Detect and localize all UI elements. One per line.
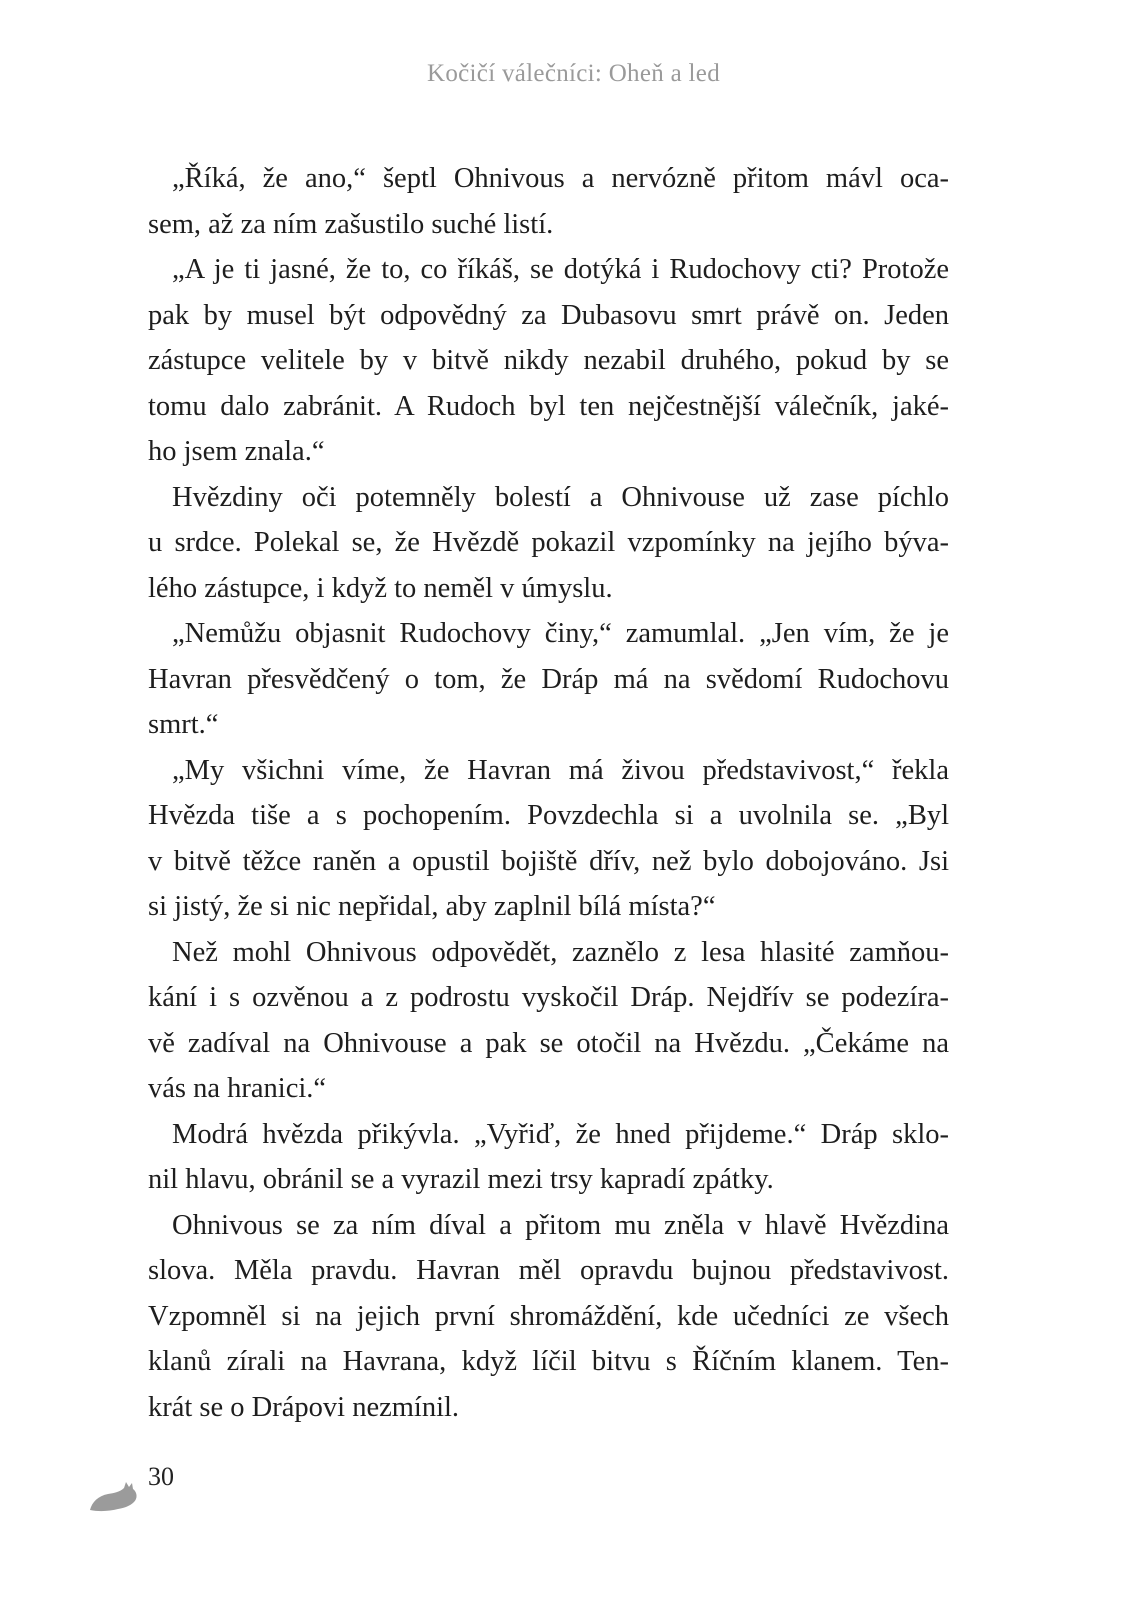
text-line: sem, až za ním zašustilo suché listí. — [148, 208, 554, 240]
text-line: „A je ti jasné, že to, co říkáš, se dotýká i Rudochovy cti? Protože — [172, 254, 949, 285]
text-line: Než mohl Ohnivous odpovědět, zaznělo z lesa hlasité zamňou- — [172, 936, 949, 968]
paragraph — [148, 475, 949, 612]
text-line: ho jsem znala.“ — [148, 436, 325, 467]
text-line: slova. Měla pravdu. Havran měl opravdu bujnou představivost. — [148, 1255, 949, 1286]
text-line: zástupce velitele by v bitvě nikdy nezabil druhého, pokud by se — [148, 345, 949, 376]
text-line: si jistý, že si nic nepřidal, aby zaplnil bílá místa?“ — [148, 891, 716, 922]
text-line: krát se o Drápovi nezmínil. — [148, 1391, 460, 1423]
text-line: Havran přesvědčený o tom, že Dráp má na svědomí Rudochovu — [148, 663, 949, 695]
text-line: lého zástupce, i když to neměl v úmyslu. — [148, 572, 613, 604]
text-line: „Nemůžu objasnit Rudochovy činy,“ zamumlal. „Jen vím, že je — [172, 618, 949, 649]
text-line: Modrá hvězda přikývla. „Vyřiď, že hned přijdeme.“ Dráp sklo- — [172, 1118, 949, 1150]
text-line: vě zadíval na Ohnivouse a pak se otočil na Hvězdu. „Čekáme na — [148, 1027, 949, 1059]
text-line: u srdce. Polekal se, že Hvězdě pokazil vzpomínky na jejího býva- — [148, 527, 949, 558]
text-line: Hvězda tiše a s pochopením. Povzdechla si a uvolnila se. „Byl — [148, 800, 949, 831]
text-line: pak by musel být odpovědný za Dubasovu smrt právě on. Jeden — [148, 299, 949, 331]
page-number: 30 — [148, 1462, 174, 1491]
text-line: tomu dalo zabránit. A Rudoch byl ten nejčestnější válečník, jaké- — [148, 390, 949, 422]
text-line: v bitvě těžce raněn a opustil bojiště dřív, než bylo dobojováno. Jsi — [148, 845, 949, 877]
paragraph — [148, 611, 949, 748]
text-line: smrt.“ — [148, 709, 219, 740]
text-line: nil hlavu, obránil se a vyrazil mezi trsy kapradí zpátky. — [148, 1164, 774, 1195]
text-line: Ohnivous se za ním díval a přitom mu zněla v hlavě Hvězdina — [172, 1209, 949, 1241]
paragraph — [148, 247, 949, 475]
cat-silhouette-icon — [88, 1478, 140, 1514]
running-title: Kočičí válečníci: Oheň a led — [427, 60, 720, 87]
paragraph — [148, 1112, 949, 1203]
text-line: Vzpomněl si na jejich první shromáždění, kde učedníci ze všech — [148, 1300, 949, 1332]
text-line: Hvězdiny oči potemněly bolestí a Ohnivouse už zase píchlo — [172, 481, 949, 513]
paragraph — [148, 156, 949, 247]
paragraph — [148, 930, 949, 1112]
text-line: klanů zírali na Havrana, když líčil bitvu s Říčním klanem. Ten- — [148, 1346, 949, 1377]
text-line: „Říká, že ano,“ šeptl Ohnivous a nervózně přitom mávl oca- — [172, 163, 949, 194]
body-text — [148, 156, 949, 1430]
paragraph — [148, 1203, 949, 1431]
text-line: kání i s ozvěnou a z podrostu vyskočil Dráp. Nejdřív se podezíra- — [148, 982, 949, 1013]
text-line: vás na hranici.“ — [148, 1073, 327, 1104]
paragraph — [148, 748, 949, 930]
text-line: „My všichni víme, že Havran má živou představivost,“ řekla — [172, 754, 949, 786]
